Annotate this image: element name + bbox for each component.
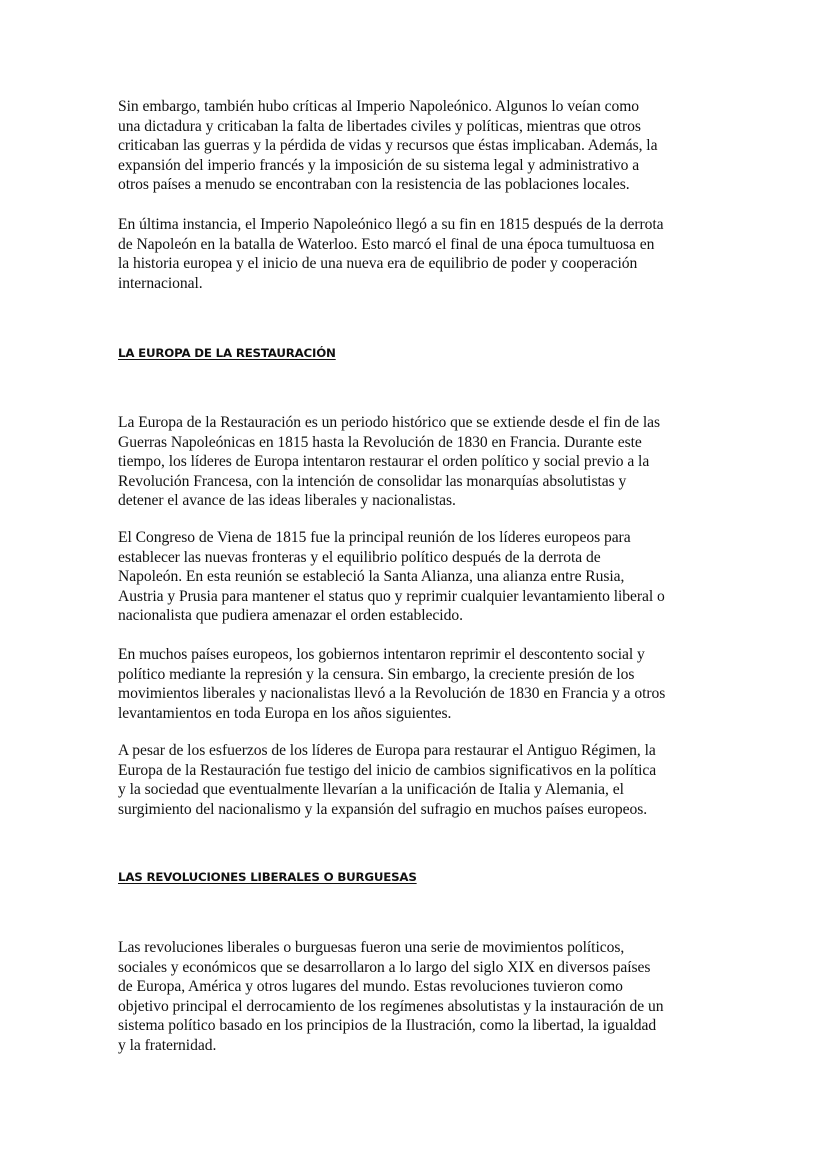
paragraph-congreso-viena: El Congreso de Viena de 1815 fue la principal reunión de los líderes europeos para establecer las nuevas fronteras y el equilibrio político después de la derrota de Napoleón. En esta reunión se estableció la Santa Alianza, una alianza entre Rusia, Austria y Prusia para mantener el status quo y reprimir cualquier levantamiento liberal o nacionalista que pudiera amenazar el orden establecido. (118, 529, 665, 625)
paragraph-restauracion-intro: La Europa de la Restauración es un periodo histórico que se extiende desde el fin de las Guerras Napoleónicas en 1815 hasta la Revolución de 1830 en Francia. Durante este tiempo, los líderes de Europa intentaron restaurar el orden político y social previo a la Revolución Francesa, con la intención de consolidar las monarquías absolutistas y detener el avance de las ideas liberales y nacionalistas. (118, 414, 661, 510)
paragraph-restauracion-cambios: A pesar de los esfuerzos de los líderes de Europa para restaurar el Antiguo Régimen, la Europa de la Restauración fue testigo del inicio de cambios significativos en la política y la sociedad que eventualmente llevarían a la unificación de Italia y Alemania, el surgimiento del nacionalismo y la expansión del sufragio en muchos países europeos. (118, 742, 657, 818)
paragraph-imperio-fin: En última instancia, el Imperio Napoleónico llegó a su fin en 1815 después de la derrota de Napoleón en la batalla de Waterloo. Esto marcó el final de una época tumultuosa en la historia europea y el inicio de una nueva era de equilibrio de poder y cooperación internacional. (118, 216, 664, 292)
section-heading-restauracion: LA EUROPA DE LA RESTAURACIÓN (118, 346, 336, 360)
section-heading-revoluciones: LAS REVOLUCIONES LIBERALES O BURGUESAS (118, 870, 417, 884)
paragraph-represion: En muchos países europeos, los gobiernos intentaron reprimir el descontento social y político mediante la represión y la censura. Sin embargo, la creciente presión de los movimientos liberales y nacionalistas llevó a la Revolución de 1830 en Francia y a otros levantamientos en toda Europa en los años siguientes. (118, 646, 666, 722)
paragraph-revoluciones-intro: Las revoluciones liberales o burguesas fueron una serie de movimientos políticos, sociales y económicos que se desarrollaron a lo largo del siglo XIX en diversos países de Europa, América y otros lugares del mundo. Estas revoluciones tuvieron como objetivo principal el derrocamiento de los regímenes absolutistas y la instauración de un sistema político basado en los principios de la Ilustración, como la libertad, la igualdad y la fraternidad. (118, 939, 664, 1054)
paragraph-imperio-criticas: Sin embargo, también hubo críticas al Imperio Napoleónico. Algunos lo veían como una dictadura y criticaban la falta de libertades civiles y políticas, mientras que otros criticaban las guerras y la pérdida de vidas y recursos que éstas implicaban. Además, la expansión del imperio francés y la imposición de su sistema legal y administrativo a otros países a menudo se encontraban con la resistencia de las poblaciones locales. (118, 98, 658, 194)
